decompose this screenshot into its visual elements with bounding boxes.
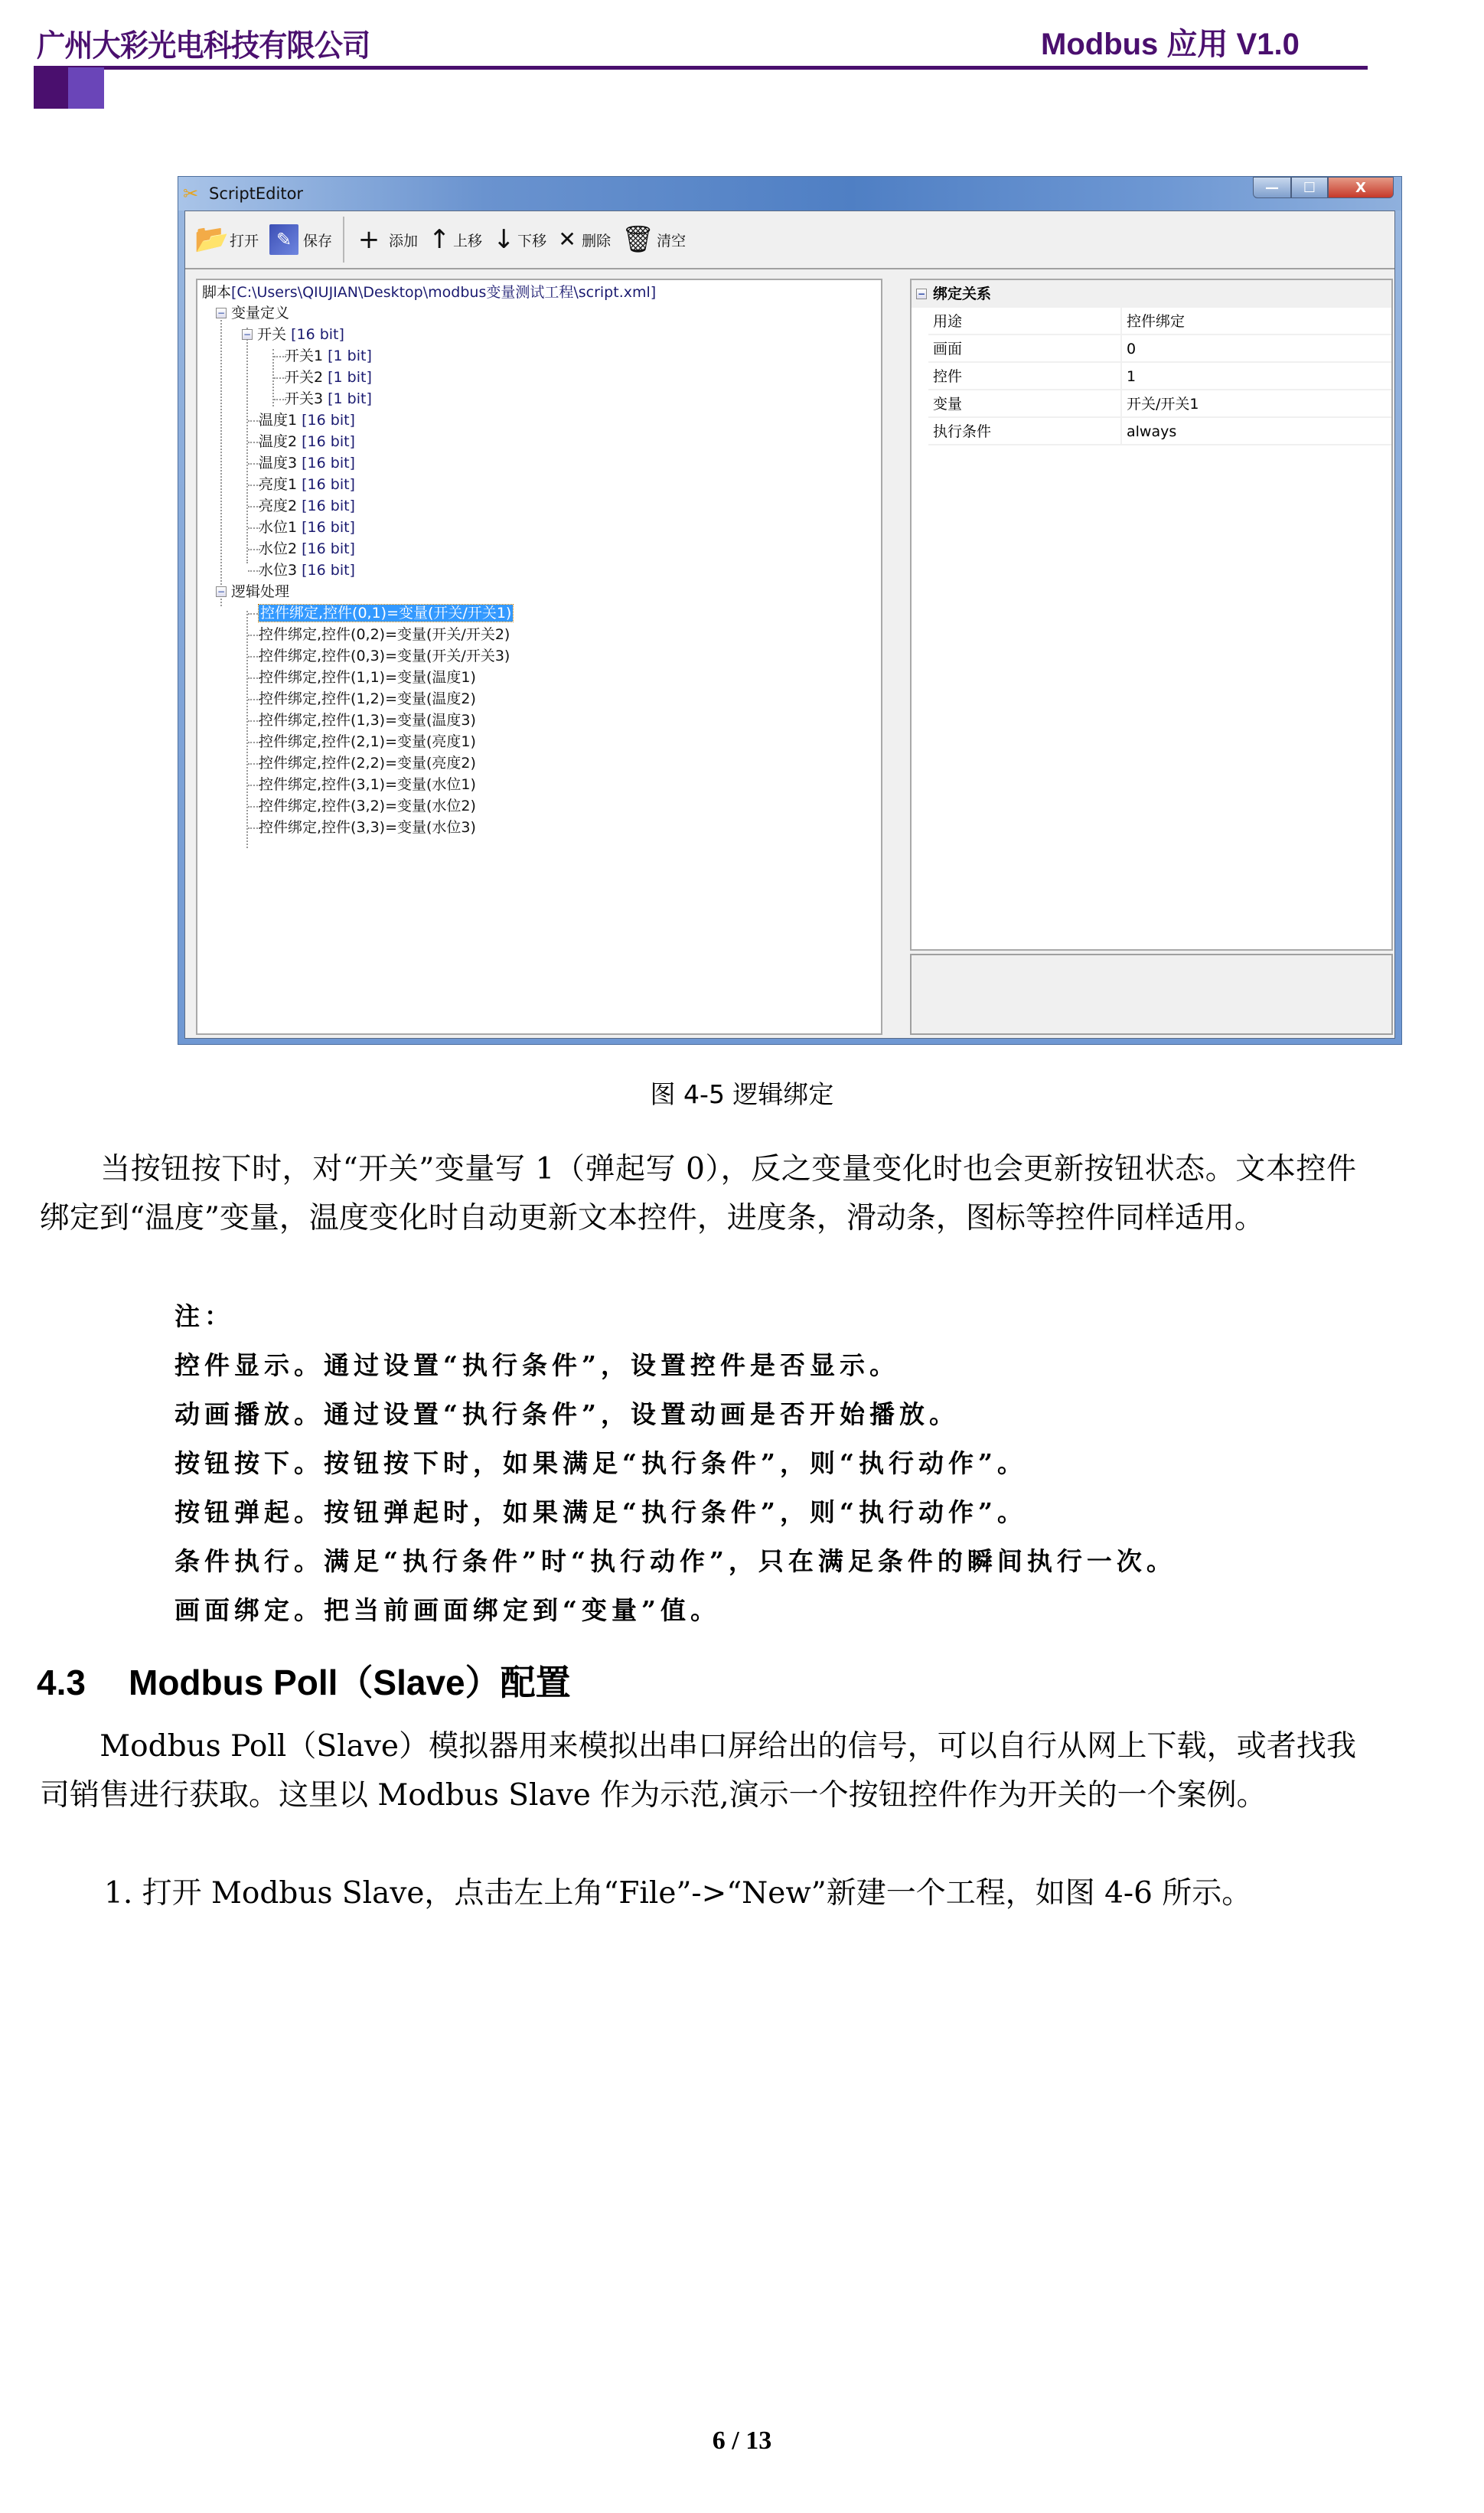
node-bits: [16 bit] bbox=[302, 540, 355, 557]
node-name: 开关3 bbox=[285, 390, 324, 407]
close-button[interactable] bbox=[1328, 177, 1394, 198]
property-row[interactable] bbox=[928, 390, 1391, 418]
note-item: 条件执行。满足“执行条件”时“执行动作”，只在满足条件的瞬间执行一次。 bbox=[174, 1546, 1176, 1576]
x-delete-icon: ✕ bbox=[558, 227, 576, 252]
property-name: 执行条件 bbox=[933, 423, 992, 440]
open-label: 打开 bbox=[230, 232, 259, 250]
add-button[interactable] bbox=[354, 217, 418, 263]
note-item: 按钮弹起。按钮弹起时，如果满足“执行条件”，则“执行动作”。 bbox=[174, 1497, 1027, 1527]
maximize-icon: ☐ bbox=[1303, 179, 1316, 196]
window-client bbox=[184, 211, 1395, 1039]
note-item: 控件显示。通过设置“执行条件”，设置控件是否显示。 bbox=[174, 1350, 899, 1380]
tree-node-binding[interactable]: 控件绑定,控件(3,1)=变量(水位1) bbox=[259, 776, 476, 793]
floppy-save-icon: ✎ bbox=[269, 224, 298, 255]
toolbar bbox=[185, 211, 1394, 269]
move-up-label: 上移 bbox=[453, 232, 483, 250]
folder-open-icon: 📂 bbox=[194, 224, 229, 255]
delete-label: 删除 bbox=[582, 232, 612, 250]
company-name: 广州大彩光电科技有限公司 bbox=[37, 28, 370, 64]
tree-node-switch-3[interactable] bbox=[285, 388, 372, 410]
node-bits: [1 bit] bbox=[328, 390, 372, 407]
document-title: Modbus 应用 V1.0 bbox=[1041, 28, 1300, 61]
tree-node-variable[interactable] bbox=[259, 517, 355, 538]
header-rule bbox=[34, 66, 1368, 70]
tree-guide-line bbox=[220, 308, 222, 606]
property-value[interactable]: always bbox=[1120, 418, 1176, 445]
collapse-toggle-icon[interactable]: − bbox=[243, 329, 252, 340]
property-value[interactable]: 开关/开关1 bbox=[1120, 390, 1199, 418]
window-controls bbox=[1253, 177, 1394, 200]
tree-node-variable[interactable] bbox=[259, 538, 355, 560]
page-number: 6 / 13 bbox=[712, 2427, 772, 2455]
save-label: 保存 bbox=[303, 232, 333, 250]
tree-node-variable[interactable] bbox=[259, 474, 355, 495]
paragraph-modbus-slave-intro: Modbus Poll（Slave）模拟器用来模拟出串口屏给出的信号，可以自行从网上下载，或者找我司销售进行获取。这里以 Modbus Slave 作为示范,演示一个按钮控件作为开关的一个案例。 bbox=[40, 1729, 1356, 1813]
tree-node-variable[interactable] bbox=[259, 410, 355, 431]
tools-icon: ✂ bbox=[183, 183, 199, 204]
root-path: [C:\Users\QIUJIAN\Desktop\modbus变量测试工程\script.xml] bbox=[231, 284, 657, 301]
property-row[interactable] bbox=[928, 308, 1391, 335]
tree-root[interactable] bbox=[202, 282, 656, 303]
open-button[interactable] bbox=[194, 217, 259, 263]
node-name: 水位1 bbox=[259, 519, 298, 536]
collapse-toggle-icon[interactable]: − bbox=[917, 289, 926, 299]
node-bits: [1 bit] bbox=[328, 369, 372, 386]
delete-button[interactable] bbox=[557, 217, 611, 263]
tree-node-var-section[interactable]: 变量定义 bbox=[231, 305, 290, 321]
tree-node-binding[interactable]: 控件绑定,控件(2,2)=变量(亮度2) bbox=[259, 755, 476, 772]
section-number: 4.3 bbox=[37, 1663, 86, 1702]
property-row[interactable] bbox=[928, 418, 1391, 445]
property-grid bbox=[910, 279, 1393, 951]
node-name: 温度3 bbox=[259, 455, 298, 472]
node-name: 水位2 bbox=[259, 540, 298, 557]
tree-node-binding-selected[interactable] bbox=[259, 602, 513, 624]
node-name: 开关1 bbox=[285, 348, 324, 364]
node-bits: [16 bit] bbox=[302, 412, 355, 429]
clear-button[interactable] bbox=[621, 217, 686, 263]
move-down-label: 下移 bbox=[517, 232, 547, 250]
node-name: 亮度1 bbox=[259, 476, 298, 493]
node-bits: [16 bit] bbox=[302, 433, 355, 450]
property-name: 变量 bbox=[933, 396, 963, 413]
property-description-panel bbox=[910, 954, 1393, 1035]
paragraph-binding-explanation: 当按钮按下时，对“开关”变量写 1（弹起写 0），反之变量变化时也会更新按钮状态。文本控件绑定到“温度”变量，温度变化时自动更新文本控件，进度条，滑动条，图标等控件同样适用。 bbox=[40, 1152, 1356, 1235]
collapse-toggle-icon[interactable]: − bbox=[217, 308, 226, 318]
property-name: 控件 bbox=[933, 368, 963, 385]
node-name: 开关2 bbox=[285, 369, 324, 386]
node-bits: [16 bit] bbox=[291, 326, 344, 343]
arrow-up-icon: ↑ bbox=[429, 224, 451, 255]
clear-label: 清空 bbox=[657, 232, 687, 250]
node-name: 亮度2 bbox=[259, 498, 298, 514]
property-value[interactable]: 0 bbox=[1120, 335, 1136, 363]
script-editor-window bbox=[178, 176, 1402, 1045]
tree-node-binding[interactable]: 控件绑定,控件(3,3)=变量(水位3) bbox=[259, 819, 476, 836]
note-item: 动画播放。通过设置“执行条件”，设置动画是否开始播放。 bbox=[174, 1399, 959, 1429]
collapse-toggle-icon[interactable]: − bbox=[217, 586, 226, 597]
category-label: 绑定关系 bbox=[933, 286, 992, 302]
tree-node-switch-1[interactable] bbox=[285, 345, 372, 367]
figure-caption: 图 4-5 逻辑绑定 bbox=[650, 1079, 834, 1109]
minimize-icon: — bbox=[1265, 179, 1279, 196]
window-title: ScriptEditor bbox=[209, 184, 304, 203]
property-name: 画面 bbox=[933, 341, 963, 357]
property-name: 用途 bbox=[933, 313, 963, 330]
script-tree[interactable] bbox=[196, 279, 882, 1035]
node-name: 水位3 bbox=[259, 562, 298, 579]
property-value[interactable]: 控件绑定 bbox=[1120, 308, 1185, 335]
save-button[interactable] bbox=[269, 217, 332, 263]
notes-title: 注： bbox=[174, 1301, 234, 1331]
title-bar bbox=[178, 177, 1401, 211]
tree-node-switch-group[interactable] bbox=[257, 324, 344, 345]
root-label: 脚本 bbox=[202, 284, 232, 301]
move-up-button[interactable] bbox=[429, 217, 482, 263]
minimize-button[interactable] bbox=[1253, 177, 1291, 198]
header-decor-light bbox=[68, 67, 104, 109]
tree-node-binding[interactable]: 控件绑定,控件(0,2)=变量(开关/开关2) bbox=[259, 626, 510, 643]
node-bits: [16 bit] bbox=[302, 455, 355, 472]
tree-node-binding[interactable]: 控件绑定,控件(1,3)=变量(温度3) bbox=[259, 712, 476, 729]
tree-node-binding[interactable]: 控件绑定,控件(1,1)=变量(温度1) bbox=[259, 669, 476, 686]
node-name: 温度2 bbox=[259, 433, 298, 450]
node-bits: [16 bit] bbox=[302, 562, 355, 579]
binding-label: 控件绑定,控件(0,1)=变量(开关/开关1) bbox=[260, 605, 512, 622]
tree-node-variable[interactable] bbox=[259, 560, 355, 581]
step-1: 1. 打开 Modbus Slave，点击左上角“File”->“New”新建一个工程，如图 4-6 所示。 bbox=[104, 1876, 1252, 1911]
node-bits: [16 bit] bbox=[302, 476, 355, 493]
property-category[interactable] bbox=[912, 280, 1391, 308]
tree-node-logic-section[interactable]: 逻辑处理 bbox=[231, 583, 290, 600]
property-row[interactable] bbox=[928, 335, 1391, 363]
node-name: 温度1 bbox=[259, 412, 298, 429]
plus-icon: + bbox=[357, 224, 380, 255]
arrow-down-icon: ↓ bbox=[493, 224, 515, 255]
tree-node-binding[interactable]: 控件绑定,控件(0,3)=变量(开关/开关3) bbox=[259, 648, 510, 664]
note-item: 画面绑定。把当前画面绑定到“变量”值。 bbox=[174, 1595, 720, 1625]
tree-node-binding[interactable]: 控件绑定,控件(2,1)=变量(亮度1) bbox=[259, 733, 476, 750]
node-bits: [16 bit] bbox=[302, 498, 355, 514]
section-title: Modbus Poll（Slave）配置 bbox=[129, 1663, 571, 1702]
property-value[interactable]: 1 bbox=[1120, 363, 1136, 390]
trash-icon: 🗑 bbox=[621, 224, 655, 255]
close-icon: X bbox=[1355, 179, 1366, 196]
property-row[interactable] bbox=[928, 363, 1391, 390]
node-bits: [1 bit] bbox=[328, 348, 372, 364]
node-name: 开关 bbox=[257, 326, 287, 343]
tree-node-binding[interactable]: 控件绑定,控件(1,2)=变量(温度2) bbox=[259, 690, 476, 707]
move-down-button[interactable] bbox=[493, 217, 546, 263]
tree-node-switch-2[interactable] bbox=[285, 367, 372, 388]
maximize-button[interactable] bbox=[1291, 177, 1328, 198]
tree-node-variable[interactable] bbox=[259, 431, 355, 452]
node-bits: [16 bit] bbox=[302, 519, 355, 536]
add-label: 添加 bbox=[389, 232, 419, 250]
tree-guide-line bbox=[246, 611, 248, 848]
section-heading bbox=[37, 1655, 571, 1705]
tree-node-variable[interactable] bbox=[259, 495, 355, 517]
tree-node-variable[interactable] bbox=[259, 452, 355, 474]
header-decor-dark bbox=[34, 67, 68, 109]
tree-node-binding[interactable]: 控件绑定,控件(3,2)=变量(水位2) bbox=[259, 798, 476, 814]
toolbar-separator bbox=[343, 217, 344, 263]
note-item: 按钮按下。按钮按下时，如果满足“执行条件”，则“执行动作”。 bbox=[174, 1448, 1027, 1478]
